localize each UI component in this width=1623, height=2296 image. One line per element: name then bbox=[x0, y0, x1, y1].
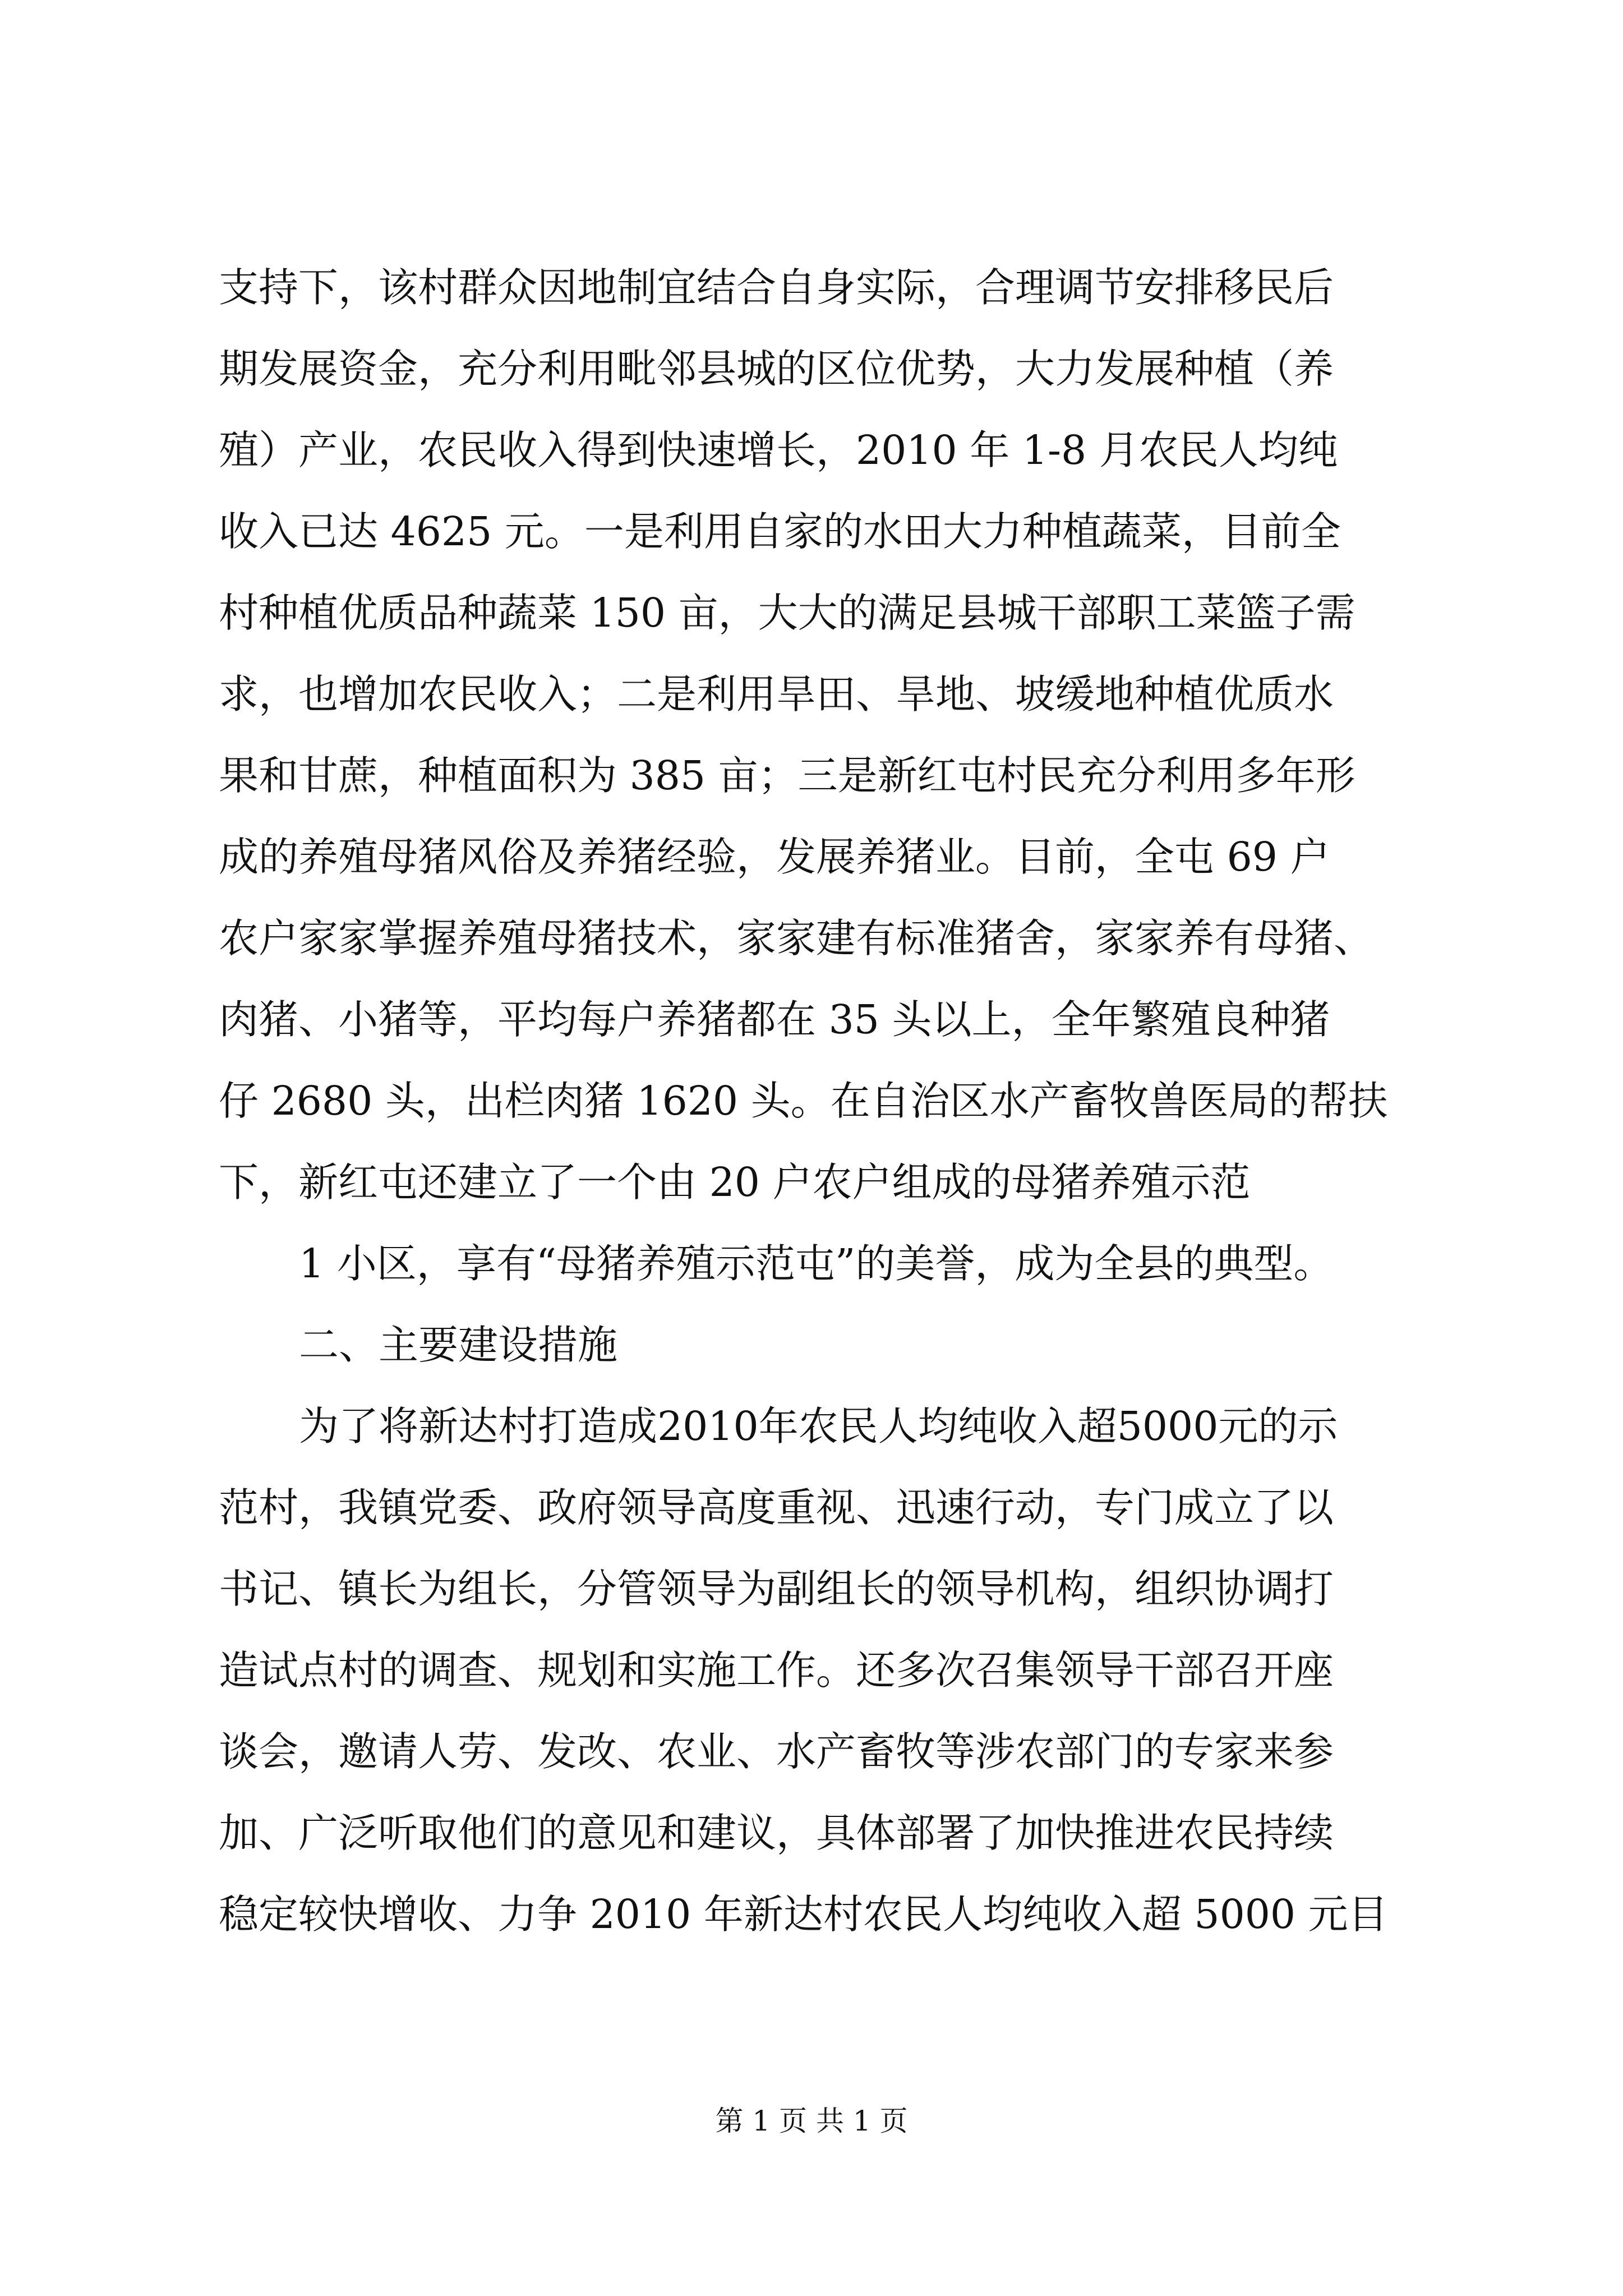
text-line: 殖）产业，农民收入得到快速增长，2010 年 1-8 月农民人均纯 bbox=[219, 427, 1338, 473]
text-line: 果和甘蔗，种植面积为 385 亩；三是新红屯村民充分利用多年形 bbox=[219, 752, 1355, 799]
text-line: 农户家家掌握养殖母猪技术，家家建有标准猪舍，家家养有母猪、 bbox=[219, 915, 1374, 961]
page-footer: 第 1 页 共 1 页 bbox=[715, 2105, 908, 2137]
text-line: 支持下，该村群众因地制宜结合自身实际，合理调节安排移民后 bbox=[219, 264, 1334, 311]
text-line: 为了将新达村打造成2010年农民人均纯收入超5000元的示 bbox=[299, 1403, 1338, 1450]
text-line: 求，也增加农民收入；二是利用旱田、旱地、坡缓地种植优质水 bbox=[219, 671, 1334, 717]
text-line: 1 小区，享有“母猪养殖示范屯”的美誉，成为全县的典型。 bbox=[299, 1240, 1334, 1287]
text-line: 加、广泛听取他们的意见和建议，具体部署了加快推进农民持续 bbox=[219, 1810, 1334, 1856]
text-line: 造试点村的调查、规划和实施工作。还多次召集领导干部召开座 bbox=[219, 1647, 1334, 1694]
text-line: 谈会，邀请人劳、发改、农业、水产畜牧等涉农部门的专家来参 bbox=[219, 1728, 1334, 1775]
text-line: 仔 2680 头，出栏肉猪 1620 头。在自治区水产畜牧兽医局的帮扶 bbox=[219, 1078, 1388, 1124]
text-line: 村种植优质品种蔬菜 150 亩，大大的满足县城干部职工菜篮子需 bbox=[219, 590, 1355, 636]
text-line: 下，新红屯还建立了一个由 20 户农户组成的母猪养殖示范 bbox=[219, 1159, 1251, 1205]
text-line: 期发展资金，充分利用毗邻县城的区位优势，大力发展种植（养 bbox=[219, 346, 1334, 392]
section-heading: 二、主要建设措施 bbox=[299, 1322, 618, 1368]
text-line: 成的养殖母猪风俗及养猪经验，发展养猪业。目前，全屯 69 户 bbox=[219, 834, 1330, 880]
text-line: 收入已达 4625 元。一是利用自家的水田大力种植蔬菜，目前全 bbox=[219, 508, 1341, 555]
text-line: 书记、镇长为组长，分管领导为副组长的领导机构，组织协调打 bbox=[219, 1566, 1334, 1612]
text-line: 稳定较快增收、力争 2010 年新达村农民人均纯收入超 5000 元目 bbox=[219, 1891, 1388, 1938]
text-line: 范村，我镇党委、政府领导高度重视、迅速行动，专门成立了以 bbox=[219, 1484, 1334, 1531]
text-line: 肉猪、小猪等，平均每户养猪都在 35 头以上，全年繁殖良种猪 bbox=[219, 996, 1330, 1043]
body-text bbox=[219, 247, 1424, 1955]
